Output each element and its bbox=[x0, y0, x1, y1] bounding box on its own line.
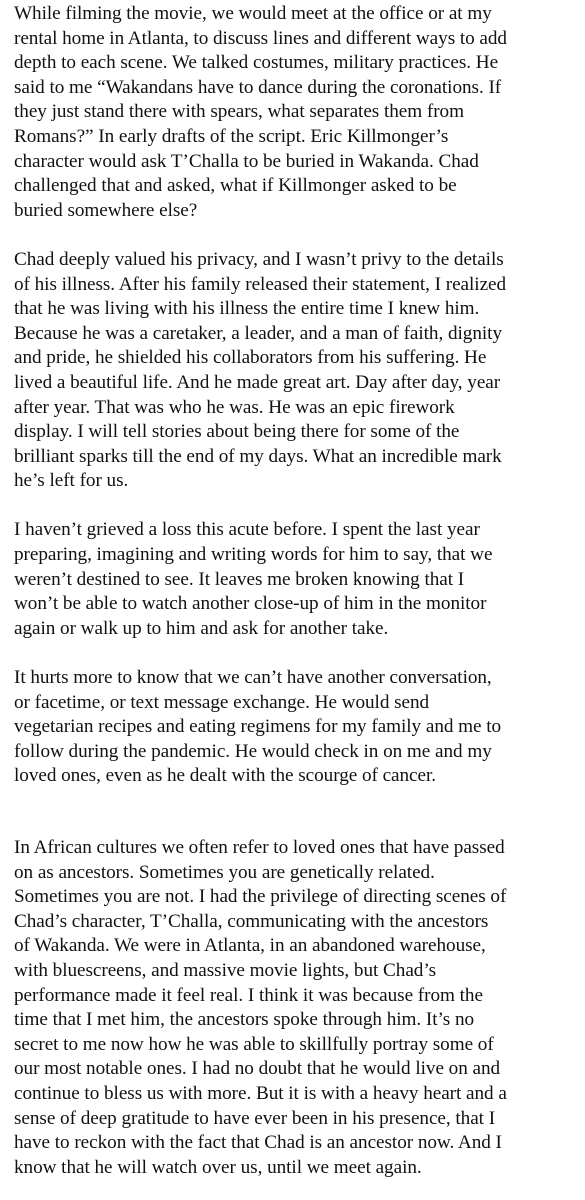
text-line: performance made it feel real. I think it was because from the bbox=[14, 984, 483, 1006]
text-line: of his illness. After his family released their statement, I realized bbox=[14, 273, 507, 295]
text-line: he’s left for us. bbox=[14, 470, 129, 492]
text-line: rental home in Atlanta, to discuss lines and different ways to add bbox=[14, 27, 507, 49]
document-body bbox=[14, 2, 574, 1180]
paragraph-filming bbox=[14, 2, 574, 223]
text-line: and pride, he shielded his collaborators from his suffering. He bbox=[14, 347, 487, 369]
text-line: sense of deep gratitude to have ever been in his presence, that I bbox=[14, 1107, 496, 1129]
text-line: preparing, imagining and writing words for him to say, that we bbox=[14, 544, 493, 566]
text-line: our most notable ones. I had no doubt that he would live on and bbox=[14, 1058, 501, 1080]
text-line: again or walk up to him and ask for another take. bbox=[14, 617, 389, 639]
paragraph-spacer bbox=[14, 494, 574, 519]
text-line: weren’t destined to see. It leaves me broken knowing that I bbox=[14, 568, 465, 590]
text-line: challenged that and asked, what if Killmonger asked to be bbox=[14, 175, 457, 197]
paragraph-spacer bbox=[14, 641, 574, 666]
text-line: won’t be able to watch another close-up of him in the monitor bbox=[14, 593, 487, 615]
text-line: I haven’t grieved a loss this acute before. I spent the last year bbox=[14, 519, 480, 541]
text-line: Chad deeply valued his privacy, and I wasn’t privy to the details bbox=[14, 248, 504, 270]
text-line: lived a beautiful life. And he made great art. Day after day, year bbox=[14, 371, 501, 393]
paragraph-privacy bbox=[14, 248, 574, 494]
text-line: loved ones, even as he dealt with the scourge of cancer. bbox=[14, 765, 437, 787]
text-line: Chad’s character, T’Challa, communicating with the ancestors bbox=[14, 910, 489, 932]
text-line: continue to bless us with more. But it is with a heavy heart and a bbox=[14, 1082, 507, 1104]
text-line: Because he was a caretaker, a leader, and a man of faith, dignity bbox=[14, 322, 502, 344]
paragraph-ancestors bbox=[14, 836, 574, 1180]
text-line: or facetime, or text message exchange. He would send bbox=[14, 691, 430, 713]
paragraph-spacer bbox=[14, 223, 574, 248]
text-line: know that he will watch over us, until we meet again. bbox=[14, 1156, 422, 1178]
text-line: of Wakanda. We were in Atlanta, in an abandoned warehouse, bbox=[14, 935, 486, 957]
paragraph-grief bbox=[14, 518, 574, 641]
text-line: have to reckon with the fact that Chad is an ancestor now. And I bbox=[14, 1132, 502, 1154]
text-line: depth to each scene. We talked costumes, military practices. He bbox=[14, 52, 499, 74]
paragraph-spacer bbox=[14, 789, 574, 836]
text-line: brilliant sparks till the end of my days. What an incredible mark bbox=[14, 445, 502, 467]
text-line: vegetarian recipes and eating regimens for my family and me to bbox=[14, 716, 502, 738]
paragraph-conversation bbox=[14, 666, 574, 789]
text-line: after year. That was who he was. He was an epic firework bbox=[14, 396, 455, 418]
text-line: on as ancestors. Sometimes you are genetically related. bbox=[14, 861, 435, 883]
text-line: said to me “Wakandans have to dance during the coronations. If bbox=[14, 76, 502, 98]
text-line: that he was living with his illness the entire time I knew him. bbox=[14, 298, 480, 320]
text-line: secret to me now how he was able to skillfully portray some of bbox=[14, 1033, 494, 1055]
text-line: they just stand there with spears, what separates them from bbox=[14, 101, 464, 123]
text-line: In African cultures we often refer to loved ones that have passed bbox=[14, 837, 505, 858]
text-line: follow during the pandemic. He would check in on me and my bbox=[14, 740, 492, 762]
text-line: buried somewhere else? bbox=[14, 199, 198, 221]
text-line: Sometimes you are not. I had the privilege of directing scenes of bbox=[14, 886, 507, 908]
text-line: While filming the movie, we would meet at the office or at my bbox=[14, 3, 492, 24]
text-line: Romans?” In early drafts of the script. Eric Killmonger’s bbox=[14, 125, 449, 147]
text-line: character would ask T’Challa to be buried in Wakanda. Chad bbox=[14, 150, 479, 172]
text-line: It hurts more to know that we can’t have another conversation, bbox=[14, 667, 492, 689]
text-line: display. I will tell stories about being there for some of the bbox=[14, 421, 460, 443]
text-line: with bluescreens, and massive movie lights, but Chad’s bbox=[14, 959, 437, 981]
text-line: time that I met him, the ancestors spoke through him. It’s no bbox=[14, 1009, 475, 1031]
